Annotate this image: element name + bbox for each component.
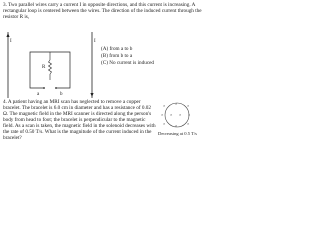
problem-3-line-3: resistor R is, (3, 14, 30, 20)
problem-4-line-6: the rate of 0.50 T/s. What is the magnitude of the current induced in the (3, 129, 152, 135)
bracelet-field-diagram (158, 100, 196, 130)
svg-text:×: × (188, 112, 191, 117)
resistor-label: R (42, 65, 46, 70)
svg-text:×: × (175, 101, 178, 106)
left-wire-arrow (6, 33, 9, 37)
problem-4-line-2: bracelet. The bracelet is 6.0 cm in diameter and has a resistance of 0.02 (3, 105, 151, 111)
option-a: (A) from a to b (101, 46, 133, 52)
problem-3-line-1: 3. Two parallel wires carry a current I in opposite directions, and this current is increasing. A (3, 2, 196, 8)
option-b: (B) from b to a (101, 53, 133, 59)
right-wire-current-label: I (94, 39, 96, 44)
field-into-page-marks (161, 101, 191, 128)
svg-text:×: × (187, 121, 190, 126)
option-c: (C) No current is induced (101, 60, 155, 66)
problem-4-line-4: body from head to foot; the bracelet is perpendicular to the magnetic (3, 117, 146, 123)
terminal-b (55, 87, 57, 89)
problem-4-line-3: Ω. The magnetic field in the MRI scanner is directed along the person's (3, 111, 152, 117)
svg-text:×: × (187, 103, 190, 108)
svg-text:×: × (179, 112, 182, 117)
svg-text:×: × (175, 123, 178, 128)
terminal-a (43, 87, 45, 89)
svg-text:×: × (163, 121, 166, 126)
problem-4-line-5: field. As a scan is taken, the magnetic field in the solenoid decreases with (3, 123, 156, 129)
problem-3-line-2: rectangular loop is centered between the wires. The direction of the induced current through the (3, 8, 202, 14)
right-wire-arrow (90, 93, 93, 97)
terminal-b-label: b (60, 92, 63, 97)
svg-text:×: × (163, 103, 166, 108)
field-caption: Decreasing at 0.5 T/s (158, 131, 197, 136)
problem-4-line-1: 4. A patient having an MRI scan has neglected to remove a copper (3, 99, 141, 105)
left-wire-current-label: I (10, 39, 12, 44)
svg-text:×: × (161, 112, 164, 117)
terminal-a-label: a (37, 92, 40, 97)
resistor (49, 60, 52, 74)
problem-4-line-7: bracelet? (3, 135, 22, 141)
svg-text:×: × (170, 112, 173, 117)
